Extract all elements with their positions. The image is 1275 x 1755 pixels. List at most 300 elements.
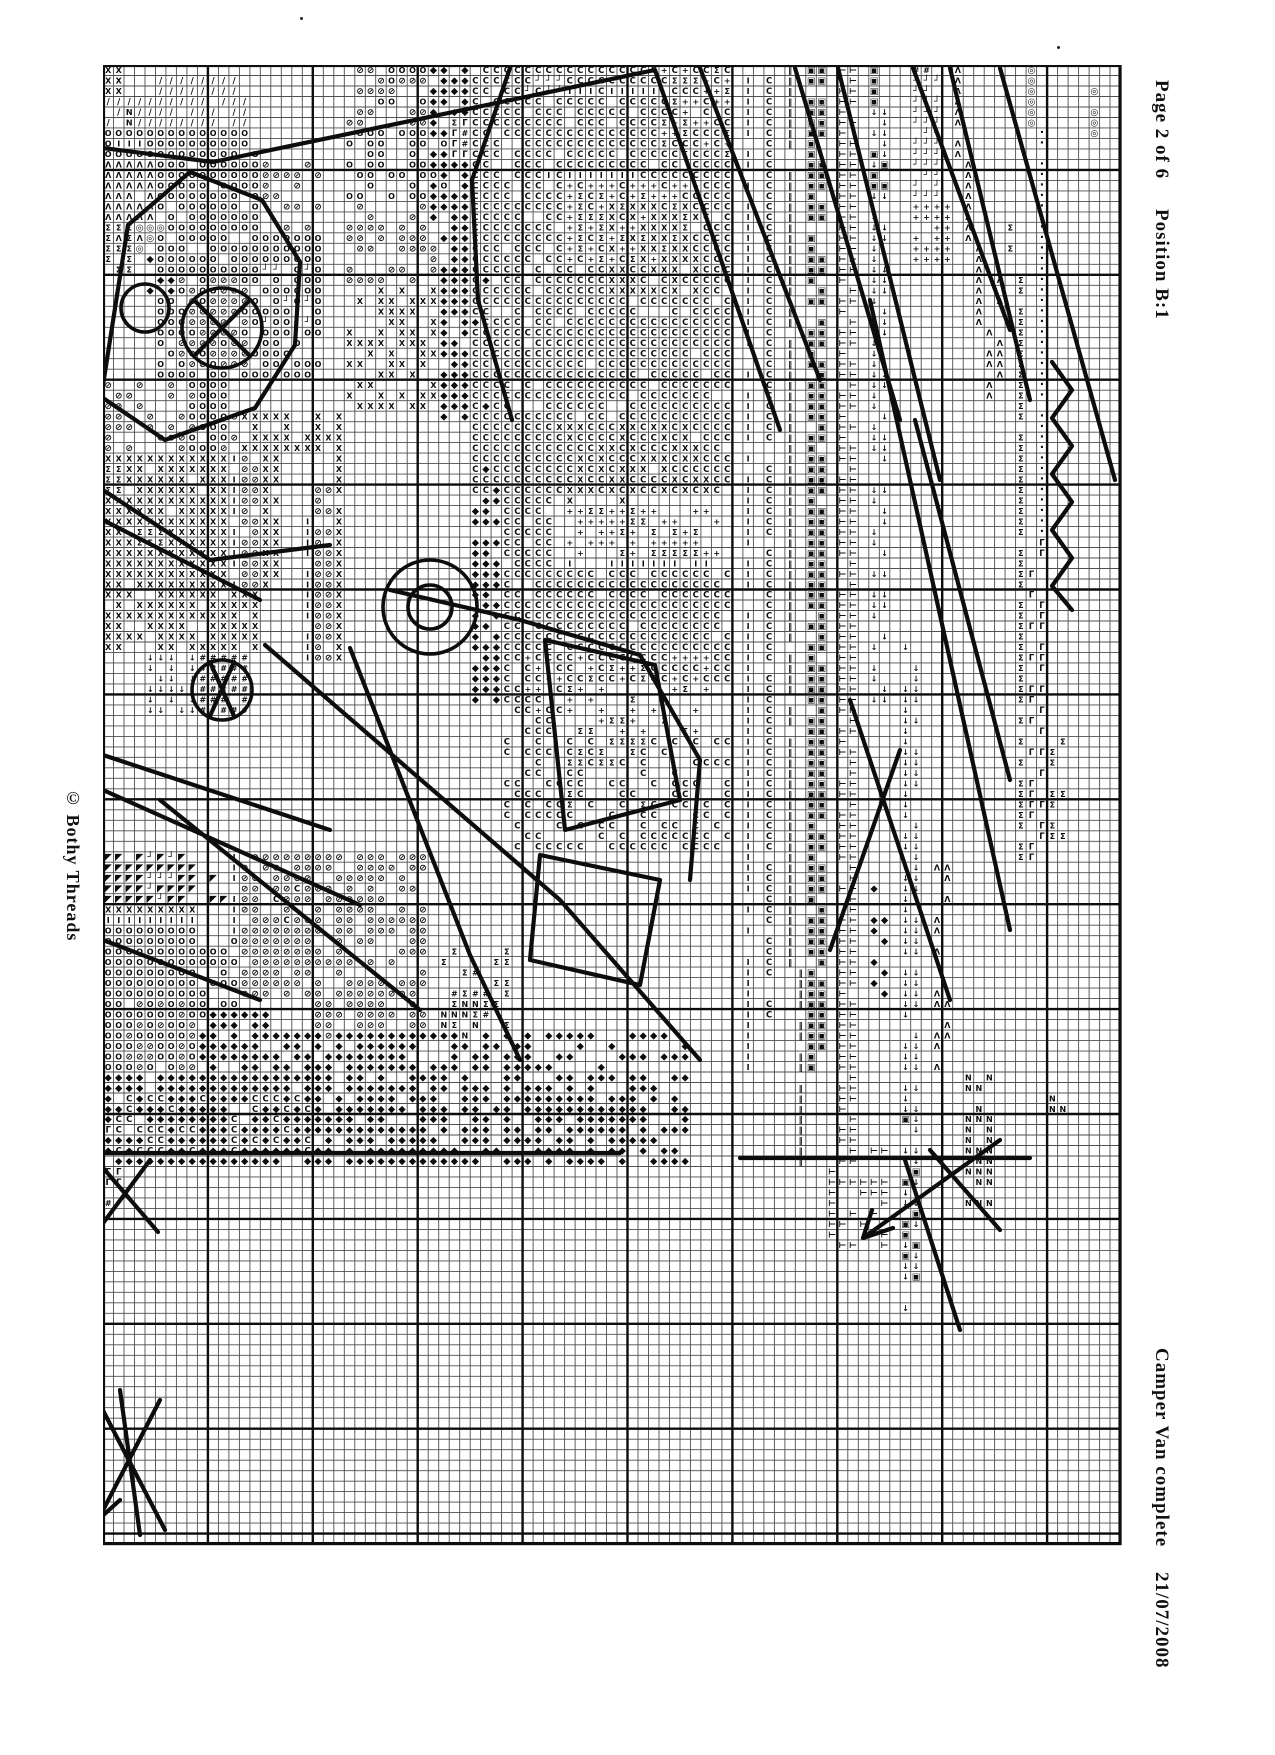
svg-text:C: C	[661, 653, 668, 664]
svg-text:C: C	[566, 150, 573, 161]
svg-text:/: /	[211, 118, 215, 129]
svg-text:C: C	[587, 129, 594, 140]
svg-text:◆: ◆	[471, 631, 480, 643]
svg-text:Γ: Γ	[1039, 643, 1045, 654]
svg-text:┘: ┘	[913, 86, 919, 98]
svg-text:◤: ◤	[115, 862, 123, 874]
svg-text:C: C	[556, 443, 563, 454]
svg-text:▣: ▣	[817, 118, 826, 129]
svg-text:C: C	[692, 297, 699, 307]
svg-text:▣: ▣	[806, 97, 816, 108]
svg-text:⊘: ⊘	[272, 192, 280, 203]
svg-text:+: +	[912, 244, 920, 254]
svg-text:+: +	[912, 234, 920, 244]
svg-text:⊘: ⊘	[282, 223, 291, 234]
svg-text:◆: ◆	[366, 1114, 375, 1126]
svg-text:O: O	[251, 213, 259, 223]
svg-text:C: C	[765, 422, 773, 433]
svg-text:C: C	[587, 454, 594, 465]
svg-text:◆: ◆	[303, 1124, 312, 1136]
svg-text:O: O	[356, 171, 364, 181]
svg-text:C: C	[545, 202, 552, 213]
svg-text:▣: ▣	[806, 915, 816, 926]
svg-text:C: C	[682, 318, 689, 328]
svg-text:O: O	[199, 150, 207, 160]
svg-text:C: C	[598, 307, 605, 318]
svg-text:⊘: ⊘	[366, 978, 375, 989]
svg-text:⊘: ⊘	[240, 884, 249, 895]
svg-text:C: C	[472, 454, 479, 465]
svg-text:⊘: ⊘	[377, 87, 385, 98]
svg-text:◆: ◆	[440, 400, 448, 412]
svg-text:▣: ▣	[901, 1220, 910, 1231]
svg-text:O: O	[178, 318, 186, 327]
svg-text:Σ: Σ	[619, 548, 626, 558]
svg-text:C: C	[765, 601, 773, 612]
svg-text:I: I	[568, 171, 572, 181]
svg-text:C: C	[524, 422, 531, 433]
svg-text:◆: ◆	[461, 1093, 469, 1105]
svg-text:C: C	[765, 936, 773, 947]
svg-text:⊢: ⊢	[849, 66, 857, 77]
svg-text:C: C	[765, 223, 773, 234]
svg-text:◆: ◆	[450, 1030, 459, 1042]
svg-text:C: C	[126, 1115, 133, 1126]
svg-text:C: C	[703, 234, 710, 245]
svg-text:⊢: ⊢	[838, 485, 847, 496]
svg-text:◆: ◆	[450, 369, 459, 381]
svg-text:C: C	[535, 601, 542, 612]
svg-text:C: C	[545, 380, 552, 391]
svg-text:X: X	[419, 360, 426, 369]
svg-text:┘: ┘	[157, 894, 164, 905]
svg-text:▣: ▣	[806, 139, 816, 150]
svg-text:↓: ↓	[870, 674, 878, 684]
svg-text:Σ: Σ	[619, 716, 626, 726]
svg-text:⊘: ⊘	[314, 601, 322, 612]
svg-text:⊘: ⊘	[408, 999, 417, 1010]
svg-text:⊢: ⊢	[870, 1146, 878, 1157]
svg-text:N: N	[965, 1083, 972, 1093]
svg-text:C: C	[671, 139, 678, 150]
svg-text:▣: ▣	[817, 380, 826, 391]
svg-text:◆: ◆	[461, 327, 469, 339]
svg-text:◤: ◤	[104, 883, 112, 895]
svg-text:C: C	[535, 506, 542, 517]
svg-text:X: X	[682, 433, 689, 443]
svg-text:C: C	[472, 328, 479, 339]
svg-text:C: C	[503, 255, 511, 266]
svg-text:C: C	[587, 370, 594, 381]
svg-text:I: I	[232, 527, 236, 537]
svg-text:⊢: ⊢	[849, 874, 857, 884]
svg-text:Γ: Γ	[1028, 590, 1035, 601]
svg-text:Λ: Λ	[996, 349, 1004, 359]
svg-text:C: C	[661, 590, 668, 601]
svg-text:┘: ┘	[923, 159, 930, 171]
svg-text:C: C	[535, 569, 542, 580]
svg-text:◆: ◆	[450, 338, 459, 349]
svg-text:⊢: ⊢	[838, 1104, 847, 1115]
svg-text:◆: ◆	[314, 1072, 322, 1084]
svg-text:◆: ◆	[482, 547, 490, 559]
svg-text:⊘: ⊘	[251, 874, 259, 884]
svg-text:·: ·	[1039, 135, 1045, 150]
svg-text:X: X	[661, 265, 668, 275]
svg-text:C: C	[545, 66, 552, 77]
svg-text:O: O	[251, 181, 259, 191]
svg-text:▣: ▣	[817, 559, 826, 570]
svg-text:⊢: ⊢	[838, 884, 847, 895]
svg-text:C: C	[650, 433, 657, 444]
svg-text:◆: ◆	[115, 1072, 123, 1084]
svg-text:C: C	[535, 832, 542, 842]
svg-text:C: C	[724, 213, 731, 224]
svg-text:X: X	[367, 349, 374, 359]
svg-text:O: O	[209, 370, 217, 380]
svg-text:▣: ▣	[817, 129, 826, 140]
svg-text:#: #	[241, 653, 248, 663]
svg-text:X: X	[220, 538, 227, 548]
svg-text:Σ: Σ	[598, 223, 605, 233]
svg-text:C: C	[765, 905, 773, 916]
svg-text:⊘: ⊘	[272, 936, 280, 947]
svg-text:◆: ◆	[461, 306, 469, 318]
svg-text:O: O	[178, 139, 186, 149]
svg-text:+: +	[608, 181, 616, 191]
svg-text:·: ·	[1039, 261, 1045, 276]
svg-text:C: C	[692, 360, 699, 370]
svg-text:C: C	[724, 265, 731, 276]
svg-text:I: I	[746, 611, 750, 621]
svg-text:◆: ◆	[314, 1082, 322, 1094]
svg-text:X: X	[335, 506, 343, 516]
svg-text:O: O	[220, 160, 228, 170]
svg-text:X: X	[210, 485, 217, 495]
svg-text:C: C	[566, 748, 573, 759]
svg-text:▣: ▣	[806, 213, 816, 224]
svg-text:X: X	[210, 622, 217, 632]
svg-text:O: O	[199, 989, 207, 999]
svg-text:C: C	[566, 664, 573, 675]
svg-text:+: +	[597, 538, 605, 548]
svg-text:Σ: Σ	[126, 234, 132, 244]
svg-text:⊘: ⊘	[356, 1020, 364, 1031]
svg-text:⊢: ⊢	[849, 286, 857, 297]
svg-text:⊘: ⊘	[335, 915, 343, 926]
svg-text:C: C	[482, 339, 490, 349]
svg-text:◆: ◆	[408, 1124, 417, 1136]
svg-text:◆: ◆	[492, 684, 501, 696]
svg-text:C: C	[524, 485, 531, 496]
svg-text:C: C	[503, 517, 511, 528]
svg-text:C: C	[577, 328, 584, 339]
svg-text:X: X	[398, 360, 406, 369]
svg-text:⊢: ⊢	[838, 1083, 847, 1094]
svg-text:⊘: ⊘	[135, 1062, 144, 1073]
svg-text:+: +	[660, 517, 668, 527]
svg-text:‖: ‖	[788, 370, 793, 380]
svg-text:X: X	[671, 286, 678, 296]
svg-text:#: #	[199, 695, 207, 705]
svg-text:X: X	[115, 496, 122, 506]
svg-text:C: C	[640, 842, 647, 853]
svg-text:C: C	[545, 223, 552, 234]
svg-text:⊘: ⊘	[240, 475, 249, 486]
svg-text:┘: ┘	[913, 96, 919, 108]
svg-text:X: X	[273, 443, 280, 453]
svg-text:X: X	[136, 580, 143, 590]
svg-text:X: X	[168, 559, 175, 569]
svg-text:C: C	[640, 643, 647, 654]
svg-text:⊢: ⊢	[859, 1178, 868, 1189]
svg-text:C: C	[619, 800, 626, 811]
svg-text:C: C	[671, 422, 678, 433]
svg-text:⊘: ⊘	[272, 915, 280, 926]
svg-text:Σ: Σ	[682, 213, 688, 223]
svg-text:Λ: Λ	[965, 181, 972, 191]
svg-text:◆: ◆	[461, 222, 469, 234]
svg-text:#: #	[199, 664, 207, 674]
svg-text:#: #	[199, 685, 207, 695]
svg-text:C: C	[524, 496, 531, 507]
svg-text:I: I	[746, 622, 750, 632]
svg-text:C: C	[514, 590, 521, 601]
svg-text:C: C	[765, 957, 773, 968]
svg-text:▣: ▣	[806, 769, 816, 780]
svg-text:⊘: ⊘	[219, 443, 228, 454]
svg-text:C: C	[126, 1094, 133, 1105]
svg-text:⊘: ⊘	[177, 339, 186, 349]
svg-text:C: C	[682, 412, 689, 423]
svg-text:C: C	[640, 758, 647, 769]
svg-text:C: C	[556, 202, 563, 213]
svg-text:⊘: ⊘	[377, 989, 385, 1000]
svg-text:C: C	[724, 370, 731, 381]
svg-text:N: N	[965, 1073, 972, 1083]
svg-text:◆: ◆	[251, 1082, 259, 1094]
svg-text:⊢: ⊢	[838, 842, 847, 853]
svg-text:⊢: ⊢	[870, 1178, 878, 1189]
svg-text:C: C	[703, 601, 710, 612]
svg-text:⊢: ⊢	[849, 800, 857, 811]
svg-text:◆: ◆	[104, 1072, 112, 1084]
svg-text:C: C	[640, 349, 647, 360]
svg-text:‖: ‖	[788, 171, 793, 181]
svg-text:⊢: ⊢	[838, 926, 847, 937]
svg-text:N: N	[125, 108, 133, 118]
svg-text:C: C	[598, 297, 605, 307]
svg-text:◆: ◆	[324, 1135, 333, 1147]
svg-text:X: X	[189, 454, 196, 464]
svg-text:N: N	[461, 1010, 469, 1020]
svg-text:X: X	[210, 548, 217, 558]
svg-text:C: C	[514, 706, 521, 717]
svg-text:◆: ◆	[314, 1156, 322, 1168]
svg-text:C: C	[661, 622, 668, 633]
svg-text:Γ: Γ	[1039, 800, 1045, 811]
svg-text:C: C	[514, 360, 521, 370]
svg-text:▣: ▣	[806, 748, 816, 759]
svg-text:X: X	[199, 454, 206, 464]
svg-text:C: C	[640, 360, 647, 370]
svg-text:Σ: Σ	[609, 664, 615, 674]
svg-text:C: C	[472, 97, 479, 108]
svg-text:X: X	[136, 475, 143, 485]
svg-text:X: X	[314, 443, 322, 453]
svg-text:◆: ◆	[115, 1103, 123, 1115]
svg-text:#: #	[461, 139, 469, 149]
stitch-chart-grid	[103, 65, 1123, 1547]
svg-text:C: C	[545, 192, 552, 203]
svg-text:O: O	[188, 265, 196, 275]
svg-text:Σ: Σ	[671, 527, 678, 537]
svg-text:+: +	[702, 139, 710, 149]
svg-text:▣: ▣	[817, 590, 826, 601]
svg-text:O: O	[209, 433, 217, 443]
svg-text:⊘: ⊘	[314, 947, 322, 958]
svg-text:O: O	[167, 328, 175, 338]
svg-text:◆: ◆	[240, 1093, 249, 1105]
svg-text:X: X	[629, 202, 636, 212]
svg-text:O: O	[220, 265, 228, 275]
svg-text:C: C	[535, 790, 542, 801]
svg-text:O: O	[115, 129, 123, 139]
svg-text:┘: ┘	[923, 138, 930, 150]
svg-text:C: C	[640, 339, 647, 349]
svg-text:C: C	[765, 1010, 773, 1021]
svg-text:C: C	[577, 297, 584, 307]
svg-text:O: O	[146, 1031, 154, 1041]
svg-text:C: C	[482, 66, 490, 77]
svg-text:C: C	[482, 286, 490, 297]
svg-text:⊢: ⊢	[838, 957, 847, 968]
svg-text:↓: ↓	[912, 1115, 920, 1125]
svg-text:↓: ↓	[188, 706, 196, 716]
svg-text:Σ: Σ	[105, 464, 111, 474]
svg-text:C: C	[587, 590, 594, 601]
svg-text:⊘: ⊘	[314, 884, 322, 895]
svg-text:O: O	[241, 181, 249, 191]
svg-text:C: C	[524, 433, 531, 444]
svg-text:C: C	[598, 433, 605, 444]
svg-text:◆: ◆	[461, 170, 469, 182]
svg-text:C: C	[765, 569, 773, 580]
svg-text:C: C	[608, 674, 615, 685]
svg-text:O: O	[209, 391, 217, 401]
svg-text:O: O	[220, 391, 228, 401]
svg-text:C: C	[724, 276, 731, 286]
svg-text:C: C	[724, 171, 731, 182]
svg-text:C: C	[503, 527, 511, 538]
svg-text:‖: ‖	[798, 1083, 803, 1093]
svg-text:◆: ◆	[366, 1093, 375, 1105]
svg-text:C: C	[556, 265, 563, 276]
svg-text:O: O	[178, 989, 186, 999]
svg-text:+: +	[912, 213, 920, 223]
svg-text:C: C	[765, 380, 773, 391]
svg-text:N: N	[440, 1020, 448, 1030]
svg-text:▣: ▣	[806, 947, 816, 958]
svg-text:C: C	[713, 674, 720, 685]
svg-text:◆: ◆	[429, 117, 438, 129]
svg-text:I: I	[746, 748, 750, 758]
svg-text:X: X	[430, 349, 437, 359]
svg-text:C: C	[566, 139, 573, 150]
svg-text:▣: ▣	[806, 328, 816, 339]
svg-text:O: O	[293, 286, 301, 296]
svg-text:C: C	[765, 150, 773, 161]
svg-text:O: O	[146, 1010, 154, 1020]
svg-text:/: /	[180, 76, 184, 87]
svg-text:◆: ◆	[345, 1103, 354, 1115]
svg-text:+: +	[702, 548, 710, 558]
svg-text:C: C	[503, 401, 511, 412]
svg-text:⊘: ⊘	[324, 527, 333, 538]
svg-text:◆: ◆	[398, 1135, 406, 1147]
svg-text:X: X	[168, 485, 175, 495]
svg-text:◆: ◆	[303, 1156, 312, 1168]
svg-text:C: C	[199, 1094, 206, 1105]
svg-text:◆: ◆	[660, 1156, 668, 1168]
svg-text:X: X	[252, 590, 259, 600]
svg-text:‖: ‖	[788, 548, 793, 558]
svg-text:⊘: ⊘	[356, 853, 364, 863]
svg-text:⊘: ⊘	[356, 1010, 364, 1021]
svg-text:↓: ↓	[870, 401, 878, 411]
svg-text:C: C	[587, 307, 594, 318]
svg-text:⊘: ⊘	[251, 926, 259, 937]
svg-text:◆: ◆	[639, 1072, 647, 1084]
svg-text:O: O	[178, 265, 186, 275]
svg-text:X: X	[273, 475, 280, 485]
svg-text:↓: ↓	[902, 800, 909, 810]
svg-text:‖: ‖	[788, 433, 793, 443]
svg-text:X: X	[409, 401, 416, 411]
svg-text:C: C	[765, 139, 773, 150]
svg-text:O: O	[136, 989, 144, 999]
svg-text:⊘: ⊘	[240, 895, 249, 905]
svg-text:C: C	[587, 401, 594, 412]
svg-text:C: C	[640, 380, 647, 391]
svg-text:C: C	[577, 790, 584, 801]
svg-text:⊢: ⊢	[838, 737, 847, 748]
svg-text:C: C	[503, 286, 511, 297]
svg-text:◆: ◆	[387, 1040, 396, 1052]
svg-text:◆: ◆	[576, 1114, 584, 1126]
svg-text:X: X	[262, 580, 269, 590]
svg-text:O: O	[409, 129, 416, 139]
svg-text:C: C	[608, 76, 615, 87]
svg-text:C: C	[692, 590, 699, 601]
svg-text:⊘: ⊘	[387, 915, 396, 926]
svg-text:◆: ◆	[671, 1051, 679, 1063]
svg-text:⊘: ⊘	[219, 297, 228, 307]
svg-text:┘: ┘	[934, 107, 940, 119]
svg-text:O: O	[241, 265, 249, 275]
svg-text:◆: ◆	[650, 1135, 658, 1147]
svg-text:⊘: ⊘	[177, 276, 186, 286]
svg-text:#: #	[220, 653, 227, 663]
svg-text:X: X	[136, 601, 143, 611]
svg-text:C: C	[682, 664, 689, 675]
svg-text:⊘: ⊘	[303, 895, 312, 905]
svg-text:◆: ◆	[188, 1135, 196, 1147]
svg-text:I: I	[232, 506, 236, 516]
svg-text:Σ: Σ	[1018, 401, 1024, 411]
svg-text:↓: ↓	[870, 129, 878, 139]
svg-text:O: O	[167, 957, 175, 967]
